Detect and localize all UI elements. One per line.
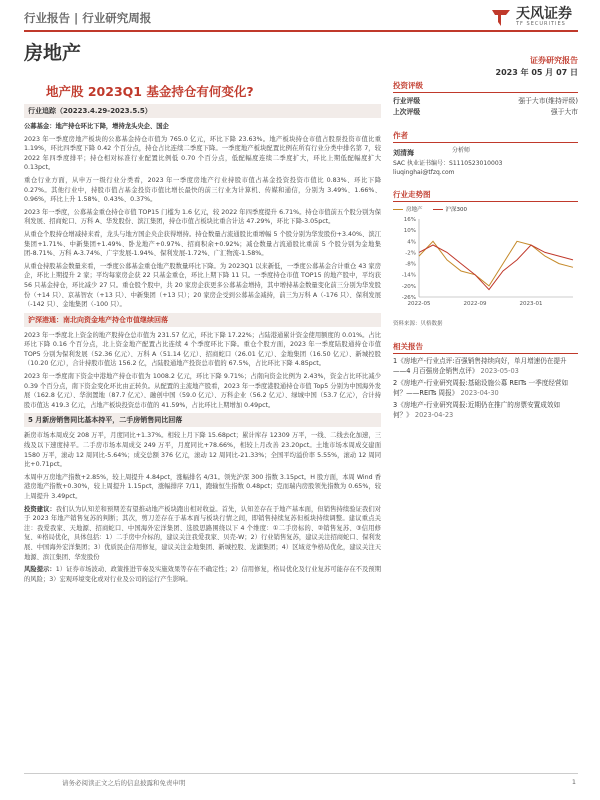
- paragraph: 从重仓个股持仓增减持来看，龙头与地方国企央企获得增持。持仓数量占流通股比重增幅 5 个股分别为华发股份+3.40%、滨江集团+1.71%、中新集团+1.49%、卧龙地产+0.97%、招商积余+0.92%；减仓数量占流通股比重前 5 个股分别为金地集团-8.71%、万科 A-3.74%、广宇发展-1.94%、保利发展-1.72%、广汇物流-1.58%。: [24, 230, 381, 258]
- legend-label: 房地产: [406, 207, 423, 213]
- logo-name: 天风证券: [516, 6, 572, 22]
- related-date: 2023-05-03: [480, 366, 519, 375]
- author-name: 刘清海: [393, 149, 414, 157]
- rating-key: 上次评级: [393, 108, 421, 116]
- rating-row: [393, 107, 578, 118]
- report-date: 2023 年 05 月 07 日: [495, 68, 578, 77]
- legend-item: [433, 205, 468, 213]
- related-heading: 相关报告: [393, 341, 578, 354]
- company-logo: [490, 6, 572, 28]
- paragraph: 新房市场本周成交 208 万平，月度同比+1.37%。相较上月下降 15.68pct；累计库存 12309 万平，一线、二线去化加速，三线及以下速度持平。二手房市场本周成交 249 万平，月度同比+78.66%，相较上月改善 23.20pct。土地市场本周成交建面 1580 万平，滚动 12 周同比-5.64%；成交总额 376 亿元，滚动 12 周同比-21.33%；全国平均溢价率 5.55%，滚动 12 周同比+0.71pct。: [24, 432, 381, 469]
- chart-legend: [393, 205, 578, 213]
- report-type: 证券研究报告: [530, 56, 578, 65]
- risk-text: 1）证券市场波动、政策推进节奏及实施效果等存在不确定性；2）信用修复，格局优化及行业复苏可能存在不及预期的风险；3）宏观环境变化或对行业及公司的运行产生影响。: [24, 566, 382, 583]
- y-tick-label: 4%: [407, 239, 416, 246]
- y-tick-label: -20%: [401, 283, 416, 290]
- y-tick-label: -8%: [405, 261, 416, 268]
- main-title: 地产股 2023Q1 基金持仓有何变化?: [46, 84, 254, 99]
- review-label: 行业追踪（20223.4.29-2023.5.5）: [24, 104, 381, 118]
- rating-value: 强于大市(维持评级): [518, 97, 578, 105]
- author-sac: SAC 执业证书编号：S1110523010003: [393, 160, 503, 167]
- paragraph: 从重仓持股基金数量来看，一季度公募基金重仓地产股数量环比下降。为 2023Q1 以来新低，一季度公募基金合计重仓 43 家房企，环比上期提升 2 家；平均每家房企获 22 只基金重仓，环比上期下降 11 只。一季度持仓市值 TOP15 的地产股中，平均获 56 只基金持仓，环比减少 27 只。重仓股个股中，共 20 家房企获更多公募基金增持，其中增持基金数量变化前三分别为华发股份（+14 只）、京基智农（+13 只）、中新集团（+13 只）；20 家房企受到公募基金减持，前三为万科 A（-176 只）、保利发展（-142 只）、金地集团（-100 只）。: [24, 262, 381, 309]
- paragraph: 2023 年一季度房地产板块的公募基金持仓市值为 765.0 亿元，环比下降 23.63%。地产板块持仓市值占股票投资市值比重 1.19%，环比四季度下降 0.42 个百分点，持仓占比连续二季度下降。一季度地产板块配置比例在所有行业分类中排名第 7，较 2022 年四季度排平；持仓相对标准行业配置比例低 0.70 个百分点，低配幅度连续二季度扩大，环比上期低配幅度扩大 0.13pct。: [24, 135, 381, 172]
- logo-mark-icon: [490, 6, 512, 28]
- sidebar: [393, 80, 578, 424]
- related-report[interactable]: [393, 401, 578, 420]
- chart-heading: 行业走势图: [393, 189, 578, 202]
- risk-label: 风险提示：: [24, 566, 56, 574]
- related-title[interactable]: 2《房地产-行业研究周报:基础设施公募 REITs 一季度经营如何？——REITs 周报》: [393, 379, 569, 397]
- advice-text: 我们认为认知差和预期差有望推动地产板块跑出相对收益。首先，认知差存在于地产基本面，但销售持续验证我们对于 2023 年地产销售复苏的判断；其次，剪刀差存在于基本面与板块行情之间，即销售持续复苏但板块持续调整。建议重点关注：我爱我家、天地源、招商蛇口、中国海外宏洋集团、选股思路围绕以下 4 个维度：①二手房标的、②销售复苏、③信用修复、④格局优化，具体包括：1）二手房中介标的，建议关注我爱我家、贝壳-W；2）行业销售复苏，建议关注招商蛇口、保利发展、中国海外宏洋集团；3）优质民企信用修复，建议关注金地集团、新城控股、龙湖集团；4）区域竞争格局优化，建议关注天地源、滨江集团、华发股份: [24, 505, 382, 561]
- series-line-real-estate: [419, 241, 573, 286]
- main-body: [24, 104, 381, 587]
- advice-label: 投资建议：: [24, 505, 56, 513]
- author-row: [393, 146, 578, 159]
- rating-value: 强于大市: [550, 108, 578, 116]
- trend-chart: [393, 213, 578, 313]
- footer-divider: [24, 773, 578, 774]
- rating-heading: 投资评级: [393, 80, 578, 93]
- related-report[interactable]: [393, 357, 578, 376]
- legend-swatch: [393, 209, 403, 211]
- related-title[interactable]: 1《房地产-行业点评:百强销售持续向好，单月增速仍在提升——4 月百强房企销售点评》: [393, 357, 567, 375]
- legend-label: 沪深300: [445, 207, 468, 213]
- author-role: 分析师: [452, 147, 471, 154]
- top-divider: [24, 30, 578, 32]
- x-tick-label: 2022-09: [463, 301, 487, 307]
- y-tick-label: 10%: [403, 228, 416, 235]
- sector-title: 房地产: [24, 42, 82, 64]
- paragraph: 本周申万房地产指数+2.85%，较上周提升 4.84pct，涨幅排名 4/31。领先沪深 300 指数 3.15pct。H 股方面，本周 Wind 香港房地产指数+0.30%，较上周提升 1.15pct，涨幅排序 7/11，跑输恒生指数 0.48pct；克而瑞内房股领先指数为 0.65%，较上周提升 3.49pct。: [24, 473, 381, 500]
- author-heading: 作者: [393, 130, 578, 143]
- rating-row: [393, 96, 578, 107]
- risk-warning: [24, 565, 381, 584]
- y-tick-label: -2%: [405, 250, 416, 257]
- subheading-sales: 5 月新房销售同比基本持平，二手房销售同比回落: [24, 413, 381, 427]
- paragraph: 2023 年一季度南下资金中港地产持仓市值为 1008.2 亿元，环比下降 9.71%；占南向资金比例为 2.43%，资金占比环比减少 0.39 个百分点，南下资金变化环比由正转负。从配置的主流地产股看，2023 年一季度港股通持仓市值 Top5 分别为中国海外发展（162.8 亿元）、华润置地（87.7 亿元）、融创中国（59.0 亿元）、万科企业（56.2 亿元）、绿城中国（53.7 亿元），合计持股市值达 419.3 亿元，占地产板块投资总市值的 41.59%，占比环比上期增加 0.49pct。: [24, 373, 381, 409]
- paragraph: 2023 年一季度北上资金的地产股持仓总市值为 231.57 亿元，环比下降 17.22%；占陆港通累计资金使用额度的 0.01%。占比环比下降 0.16 个百分点，北上资金地产配置占比连续 4 个季度环比下降。重仓个股方面，2023 年一季度陆股通持仓市值 TOP5 分别为保利发展（52.36 亿元）、万科 A（51.14 亿元）、招商蛇口（26.01 亿元）、金地集团（16.50 亿元）、新城控股（10.20 亿元），合计持股市值达 156.2 亿，占陆股通地产投资总市值的 67.5%，占比环比下降 4.85pct。: [24, 331, 381, 368]
- related-date: 2023-04-30: [460, 388, 499, 397]
- related-report[interactable]: [393, 379, 578, 398]
- y-tick-label: 16%: [403, 217, 416, 223]
- y-tick-label: -26%: [401, 295, 416, 301]
- author-email[interactable]: liuqinghai@tfzq.com: [393, 169, 455, 176]
- legend-swatch: [433, 209, 443, 211]
- series-line-csi300: [419, 245, 573, 290]
- subheading-connect: 沪深港通：南北向资金地产持仓市值继续回落: [24, 313, 381, 327]
- legend-item: [393, 205, 423, 213]
- x-tick-label: 2023-01: [519, 301, 543, 307]
- rating-key: 行业评级: [393, 97, 421, 105]
- report-category: 行业报告 | 行业研究周报: [24, 11, 152, 25]
- x-tick-label: 2022-05: [407, 301, 431, 307]
- related-date: 2023-04-23: [414, 410, 454, 419]
- investment-advice: [24, 505, 381, 563]
- chart-source: 资料来源：贝格数据: [393, 321, 443, 327]
- page-number: 1: [571, 778, 576, 786]
- subheading-fund: 公募基金：地产持仓环比下降，增持龙头央企、国企: [24, 123, 169, 130]
- paragraph: 重仓行业方面，从申万一级行业分类看，2023 年一季度房地产行业持股市值占基金投资投资市值比 0.83%、环比下降 0.27%。其他行业中，持股市值占基金投资市值比增长最快的前三行业为计算机、传媒和通信，分别为 3.49%、1.66%、0.96%，环比上升 1.58%、0.43%、0.37%。: [24, 176, 381, 204]
- logo-sub: TF SECURITIES: [516, 21, 566, 27]
- y-tick-label: -14%: [401, 272, 416, 279]
- disclaimer: 请务必阅读正文之后的信息披露和免责申明: [62, 779, 186, 787]
- paragraph: 2023 年一季度，公募基金重仓持仓市值 TOP15 门槛为 1.6 亿元，较 2022 年四季度提升 6.71%。持仓市值前五个股分别为保利发展、招商蛇口、万科 A、华发股份、滨江集团，持仓市值占板块比重合计达 47.29%，环比下降-3.05pct。: [24, 208, 381, 226]
- related-title[interactable]: 3《房地产-行业研究周报:近期仍在推广的房票安置成效如何？》: [393, 401, 561, 419]
